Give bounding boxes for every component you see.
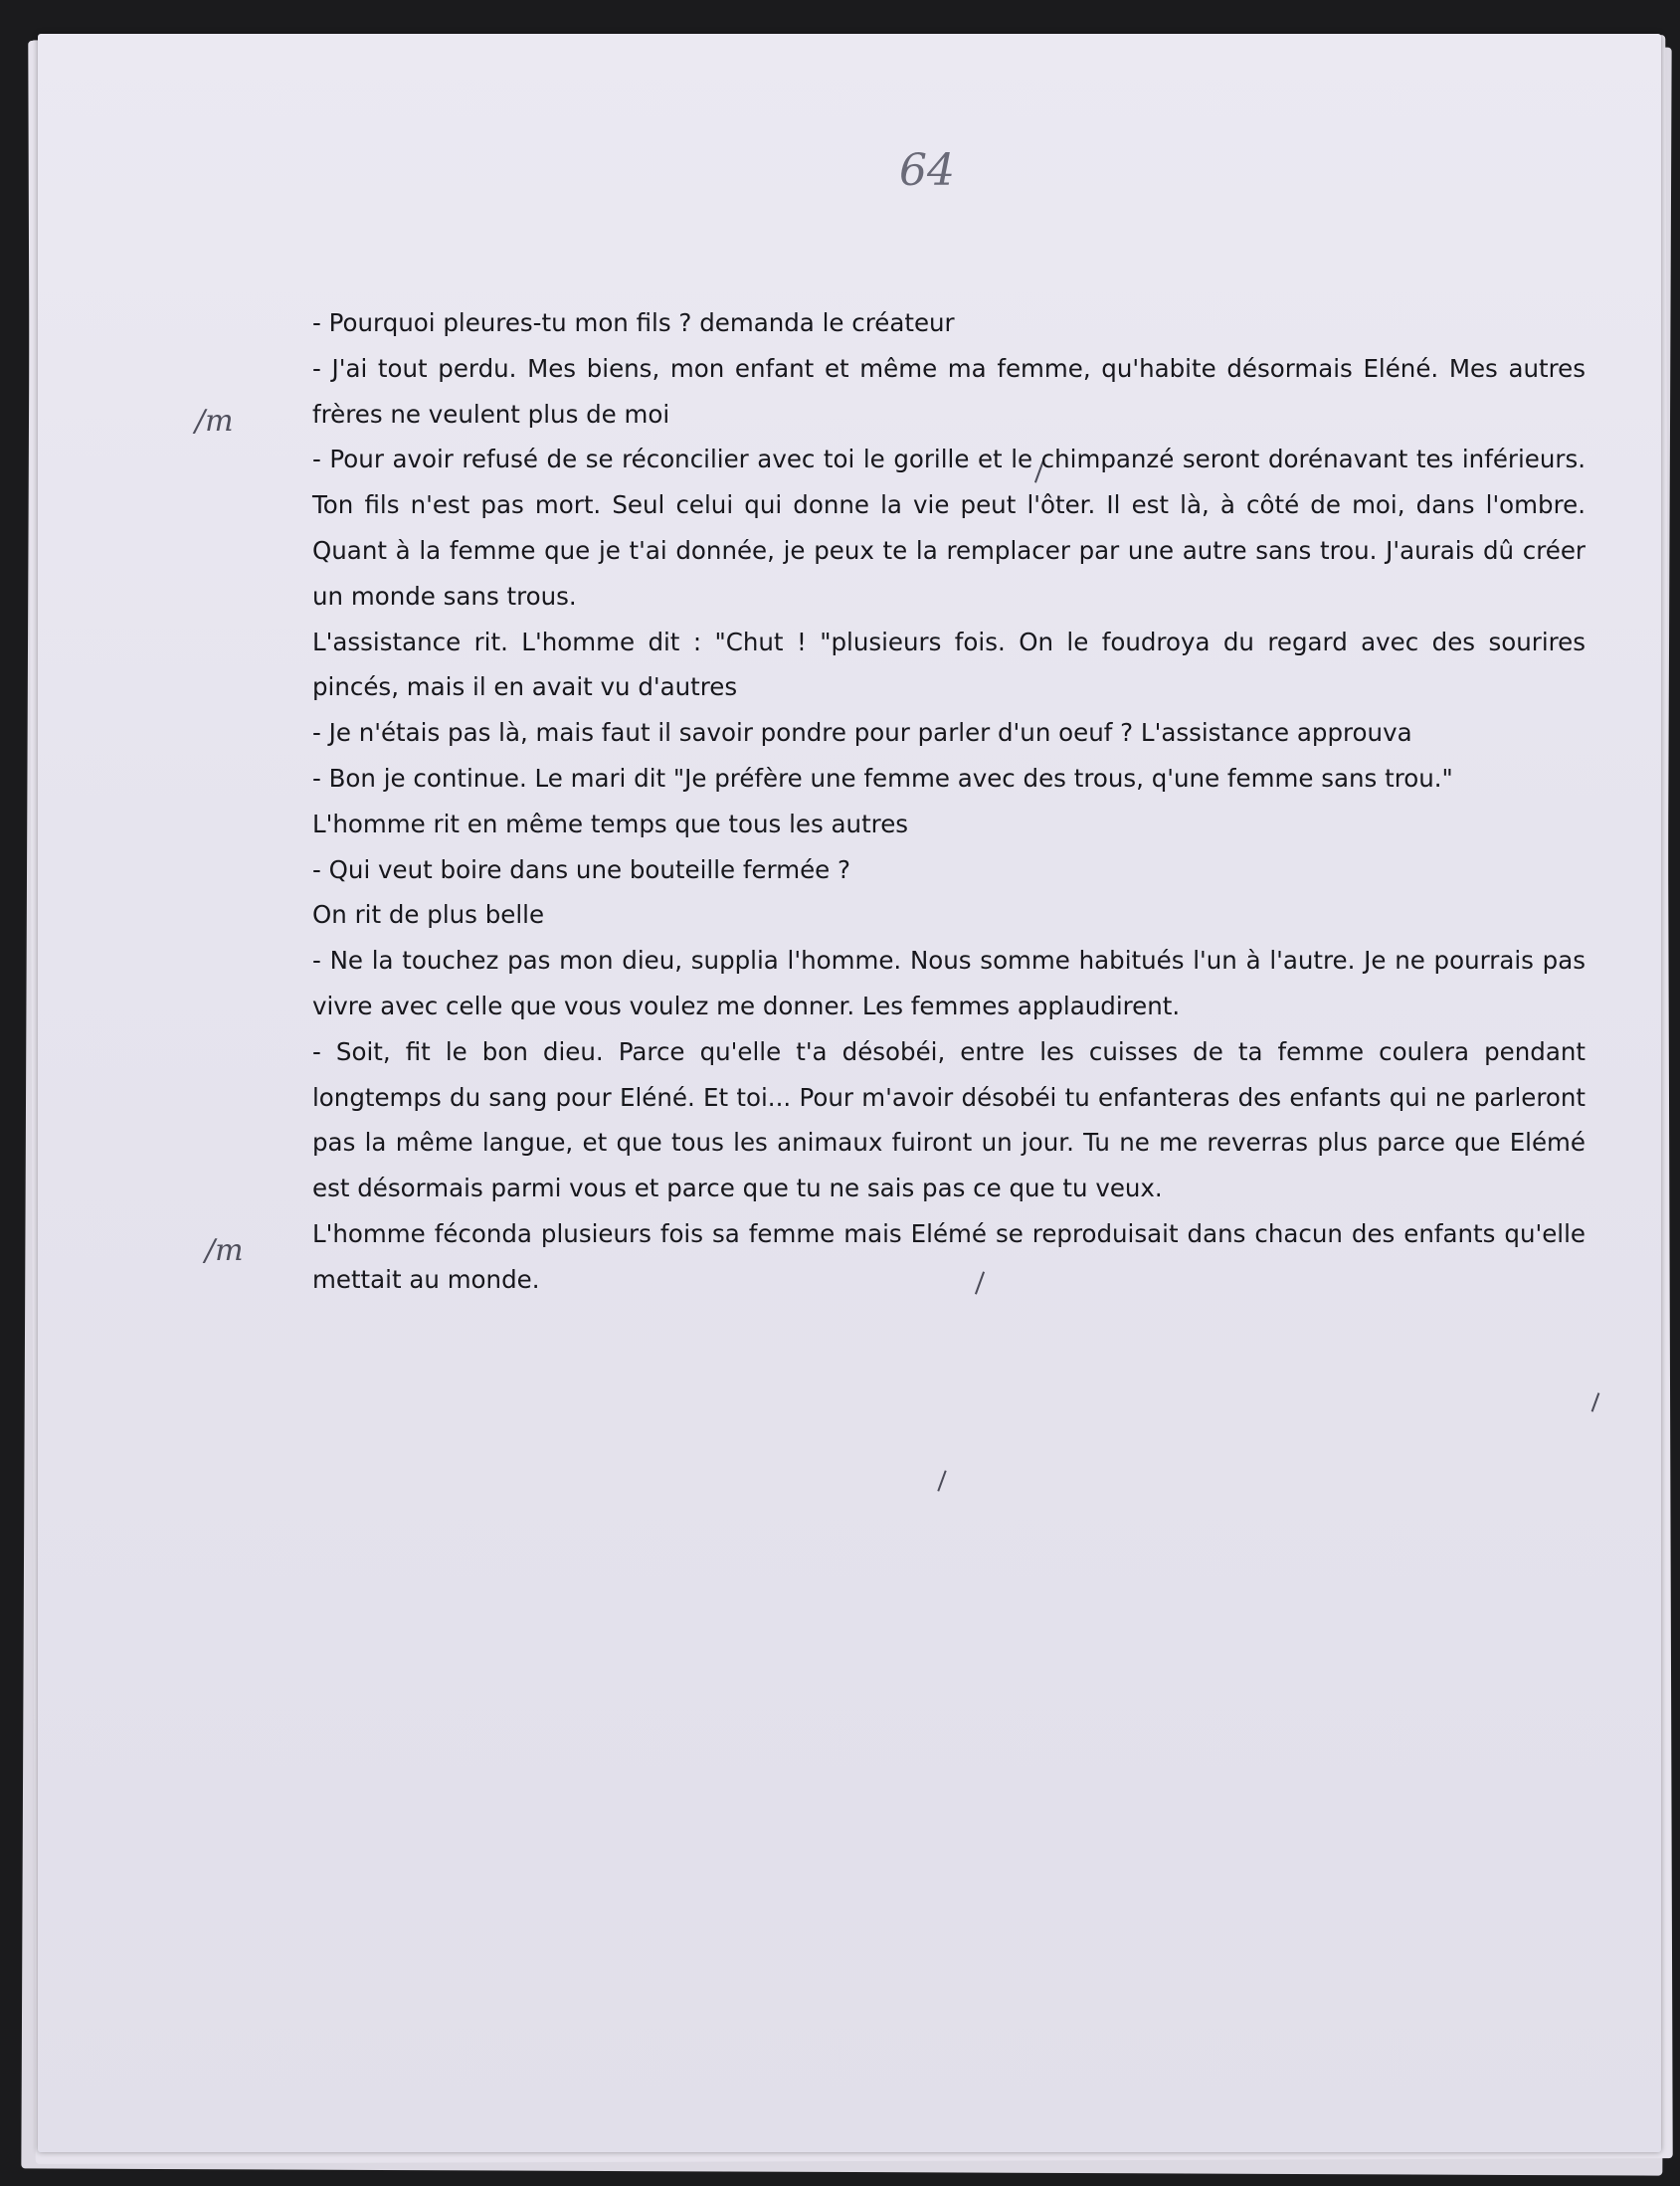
handwritten-page-number: 64 bbox=[899, 145, 955, 196]
paragraph: - Pour avoir refusé de se réconcilier avec toi le gorille et le chimpanzé seront dorénavant tes inférieurs. Ton fils n'est pas mort. Seul celui qui donne la vie peut l'ôter. Il est là, à côté de moi, dans l'ombre. Quant à la femme que je t'ai donnée, je peux te la remplacer par une autre sans trou. J'aurais dû créer un monde sans trous. bbox=[312, 445, 1586, 611]
typed-text-body bbox=[312, 300, 1586, 1303]
paragraph: - J'ai tout perdu. Mes biens, mon enfant et même ma femme, qu'habite désormais Eléné. Mes autres frères ne veulent plus de moi bbox=[312, 353, 1586, 429]
paragraph: - Je n'étais pas là, mais faut il savoir pondre pour parler d'un oeuf ? L'assistance approuva bbox=[312, 718, 1412, 748]
paragraph: L'assistance rit. L'homme dit : "Chut ! "plusieurs fois. On le foudroya du regard avec des sourires pincés, mais il en avait vu d'autres bbox=[312, 627, 1586, 702]
paragraph: L'homme féconda plusieurs fois sa femme mais Elémé se reproduisait dans chacun des enfants qu'elle mettait au monde. bbox=[312, 1218, 1586, 1294]
paragraph: L'homme rit en même temps que tous les autres bbox=[312, 809, 909, 838]
correction-stroke bbox=[937, 1470, 946, 1491]
correction-stroke bbox=[1591, 1392, 1600, 1411]
margin-correction-mark: /m bbox=[205, 1233, 244, 1268]
paragraph: - Qui veut boire dans une bouteille fermée ? bbox=[312, 854, 851, 884]
paragraph: - Pourquoi pleures-tu mon fils ? demanda le créateur bbox=[312, 308, 955, 337]
paragraph: - Bon je continue. Le mari dit "Je préfère une femme avec des trous, q'une femme sans trou." bbox=[312, 763, 1453, 793]
paragraph: - Ne la touchez pas mon dieu, supplia l'homme. Nous somme habitués l'un à l'autre. Je ne pourrais pas vivre avec celle que vous voulez me donner. Les femmes applaudirent. bbox=[312, 946, 1586, 1020]
document-page bbox=[38, 34, 1661, 2152]
paragraph: On rit de plus belle bbox=[312, 900, 545, 930]
margin-correction-mark: /m bbox=[195, 404, 234, 439]
paragraph: - Soit, fit le bon dieu. Parce qu'elle t'a désobéi, entre les cuisses de ta femme coulera pendant longtemps du sang pour Eléné. Et toi... Pour m'avoir désobéi tu enfanteras des enfants qui ne parleront pas la même langue, et que tous les animaux fuiront un jour. Tu ne me reverras plus parce que Elémé est désormais parmi vous et parce que tu ne sais pas ce que tu veux. bbox=[312, 1036, 1586, 1203]
